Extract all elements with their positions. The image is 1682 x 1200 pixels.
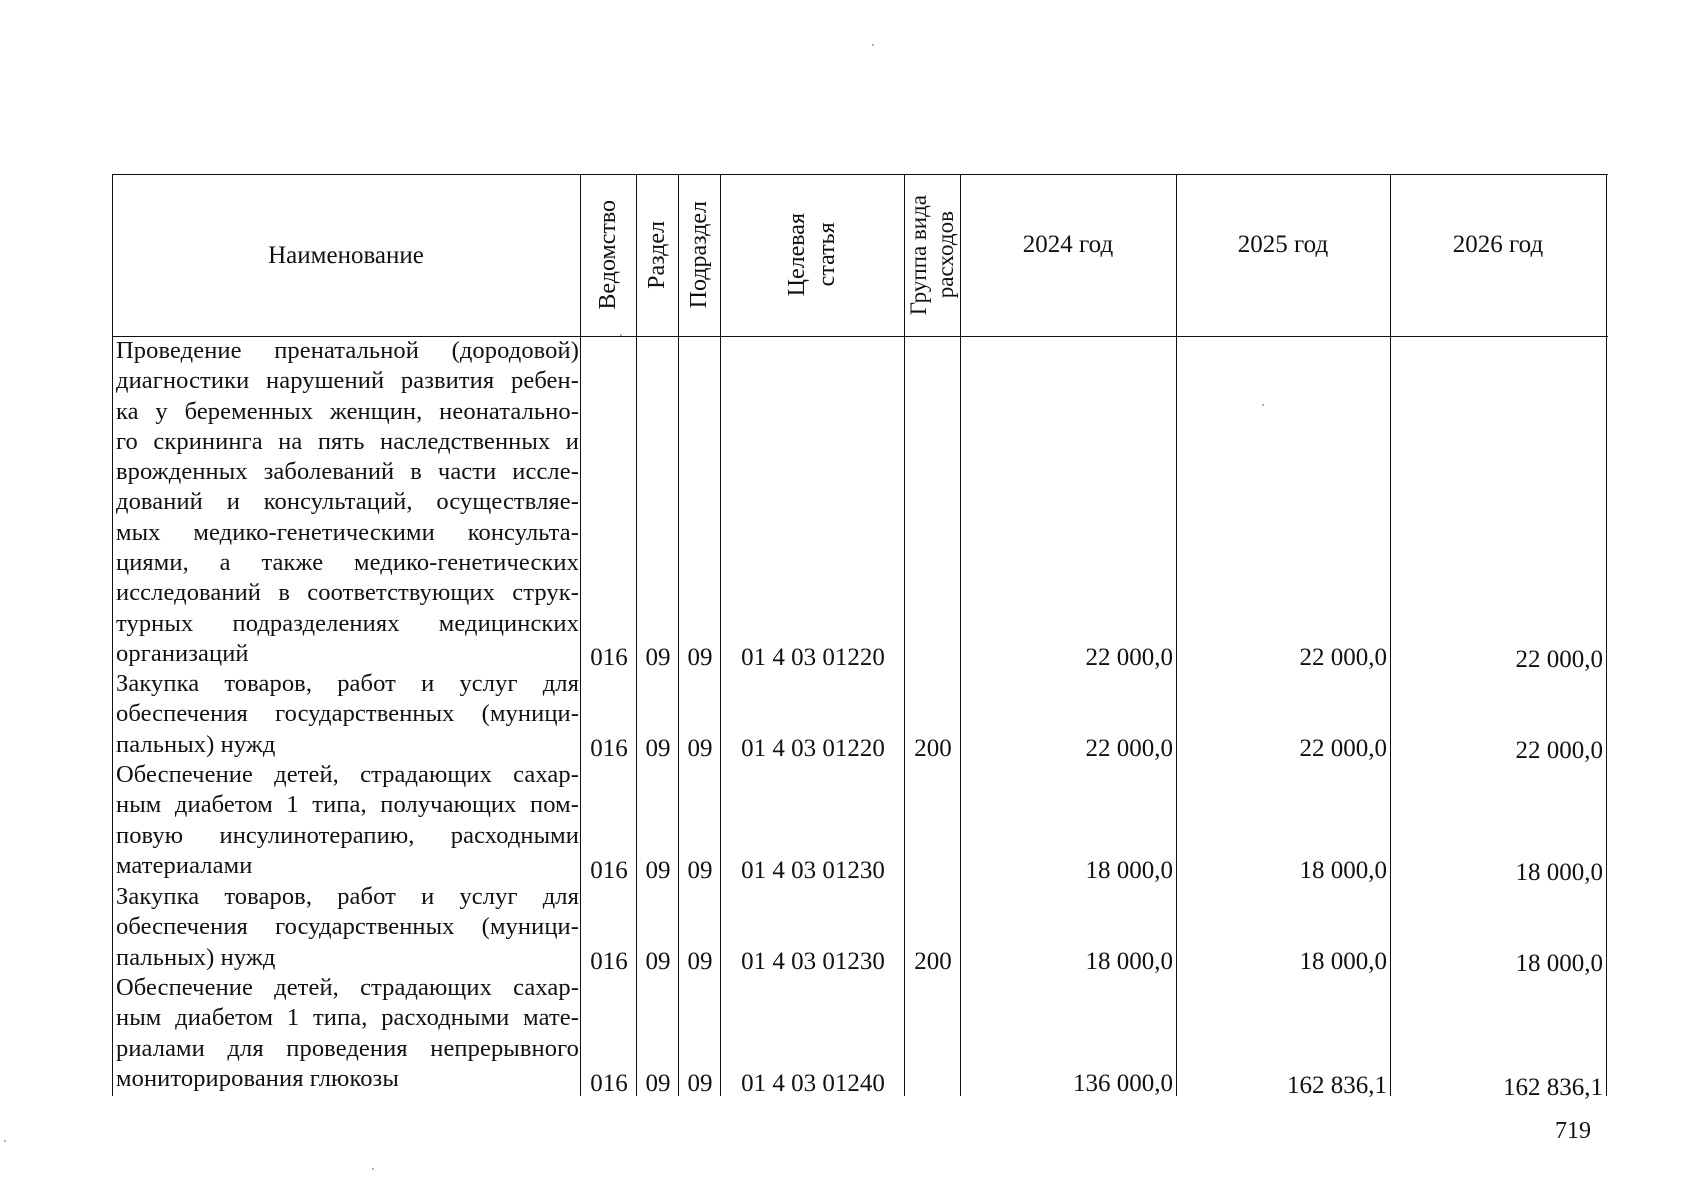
scan-speck	[4, 1140, 6, 1142]
header-target-item-line1: Целевая	[784, 213, 810, 297]
row-name-line: мых медико-генетическими консульта-	[116, 518, 579, 546]
header-name-label: Наименование	[268, 241, 424, 269]
row-name-line: мониторирования глюкозы	[116, 1064, 399, 1092]
row-name-line: Обеспечение детей, страдающих сахар-	[116, 974, 579, 1001]
row-amount-2026: 162 836,1	[1503, 1074, 1603, 1101]
header-2024	[960, 174, 1176, 314]
row-name-line: Обеспечение детей, страдающих сахар-	[116, 761, 579, 788]
row-name-line: дований и консультаций, осуществляе-	[116, 488, 579, 516]
row-section: 09	[645, 1070, 671, 1097]
row-subsection: 09	[687, 735, 713, 762]
row-name-line: повую инсулинотерапию, расходными	[116, 821, 579, 849]
row-name	[116, 973, 579, 1094]
row-name-line: ным диабетом 1 типа, расходными мате-	[116, 1004, 579, 1032]
header-expense-group-line1: Группа вида	[906, 194, 931, 316]
row-target-item: 01 4 03 01230	[741, 857, 885, 884]
row-department: 016	[590, 948, 628, 975]
header-2026-label: 2026 год	[1452, 230, 1544, 258]
row-name-line: турных подразделениях медицинских	[116, 609, 579, 637]
row-name-line: пальных) нужд	[116, 730, 276, 758]
row-name	[116, 336, 579, 669]
row-name-line: организаций	[116, 639, 249, 667]
header-name	[112, 174, 580, 336]
row-department: 016	[590, 735, 628, 762]
row-target-item: 01 4 03 01230	[741, 948, 885, 975]
row-name-line: исследований в соответствующих струк-	[116, 579, 579, 607]
header-2026	[1390, 174, 1606, 314]
page-number: 719	[1555, 1118, 1591, 1144]
row-amount-2026: 18 000,0	[1515, 859, 1603, 886]
row-amount-2026: 22 000,0	[1515, 737, 1603, 764]
row-name	[116, 882, 579, 973]
row-name-line: Закупка товаров, работ и услуг для	[116, 670, 579, 697]
row-subsection: 09	[687, 644, 713, 671]
header-target-item-line2: статья	[814, 223, 840, 287]
header-expense-group-line2: расходов	[933, 211, 958, 299]
row-amount-2024: 22 000,0	[1085, 735, 1173, 762]
row-target-item: 01 4 03 01220	[741, 735, 885, 762]
row-name-line: Проведение пренатальной (дородовой)	[116, 337, 579, 364]
header-2025-label: 2025 год	[1237, 230, 1329, 258]
row-name-line: материалами	[116, 851, 253, 879]
row-amount-2025: 162 836,1	[1287, 1072, 1387, 1099]
row-amount-2025: 22 000,0	[1299, 735, 1387, 762]
row-name-line: Закупка товаров, работ и услуг для	[116, 883, 579, 910]
header-expense-group-label	[905, 195, 959, 315]
row-section: 09	[645, 644, 671, 671]
row-department: 016	[590, 1070, 628, 1097]
row-name	[116, 669, 579, 760]
row-name-line: ным диабетом 1 типа, получающих пом-	[116, 791, 579, 819]
row-name-line: ка у беременных женщин, неонатально-	[116, 397, 579, 425]
row-name-line: обеспечения государственных (муници-	[116, 700, 579, 728]
row-subsection: 09	[687, 1070, 713, 1097]
row-expense-group: 200	[914, 735, 952, 762]
row-amount-2025: 22 000,0	[1299, 644, 1387, 671]
header-2025	[1176, 174, 1390, 314]
header-department	[580, 174, 636, 336]
row-amount-2026: 22 000,0	[1515, 646, 1603, 673]
row-name-line: врожденных заболеваний в части иссле-	[116, 458, 579, 486]
header-target-item-label	[782, 213, 842, 296]
header-2024-label: 2024 год	[1022, 230, 1114, 258]
scan-speck	[372, 1168, 374, 1170]
row-name-line: го скрининга на пять наследственных и	[116, 427, 579, 455]
scan-speck	[872, 44, 874, 46]
scan-speck	[1262, 404, 1264, 406]
header-department-label: Ведомство	[595, 200, 621, 310]
row-target-item: 01 4 03 01220	[741, 644, 885, 671]
row-department: 016	[590, 644, 628, 671]
scan-speck	[620, 334, 622, 336]
header-section	[636, 174, 678, 336]
row-amount-2024: 18 000,0	[1085, 857, 1173, 884]
header-target-item	[720, 174, 904, 336]
row-subsection: 09	[687, 948, 713, 975]
row-amount-2026: 18 000,0	[1515, 950, 1603, 977]
row-name-line: диагностики нарушений развития ребен-	[116, 367, 579, 395]
row-section: 09	[645, 948, 671, 975]
row-target-item: 01 4 03 01240	[741, 1070, 885, 1097]
header-subsection-label: Подраздел	[686, 201, 712, 309]
row-amount-2024: 22 000,0	[1085, 644, 1173, 671]
row-amount-2025: 18 000,0	[1299, 857, 1387, 884]
row-name-line: циями, а также медико-генетических	[116, 549, 579, 577]
row-subsection: 09	[687, 857, 713, 884]
row-section: 09	[645, 857, 671, 884]
row-expense-group: 200	[914, 948, 952, 975]
row-name-line: риалами для проведения непрерывного	[116, 1034, 579, 1062]
column-border-right	[1606, 174, 1607, 1096]
row-department: 016	[590, 857, 628, 884]
row-amount-2024: 136 000,0	[1073, 1070, 1173, 1097]
row-amount-2024: 18 000,0	[1085, 948, 1173, 975]
row-name	[116, 760, 579, 881]
header-subsection	[678, 174, 720, 336]
row-name-line: пальных) нужд	[116, 943, 276, 971]
budget-table	[112, 174, 1608, 1101]
row-name-line: обеспечения государственных (муници-	[116, 913, 579, 941]
row-section: 09	[645, 735, 671, 762]
header-expense-group	[904, 174, 960, 336]
row-amount-2025: 18 000,0	[1299, 948, 1387, 975]
header-section-label: Раздел	[644, 221, 670, 289]
